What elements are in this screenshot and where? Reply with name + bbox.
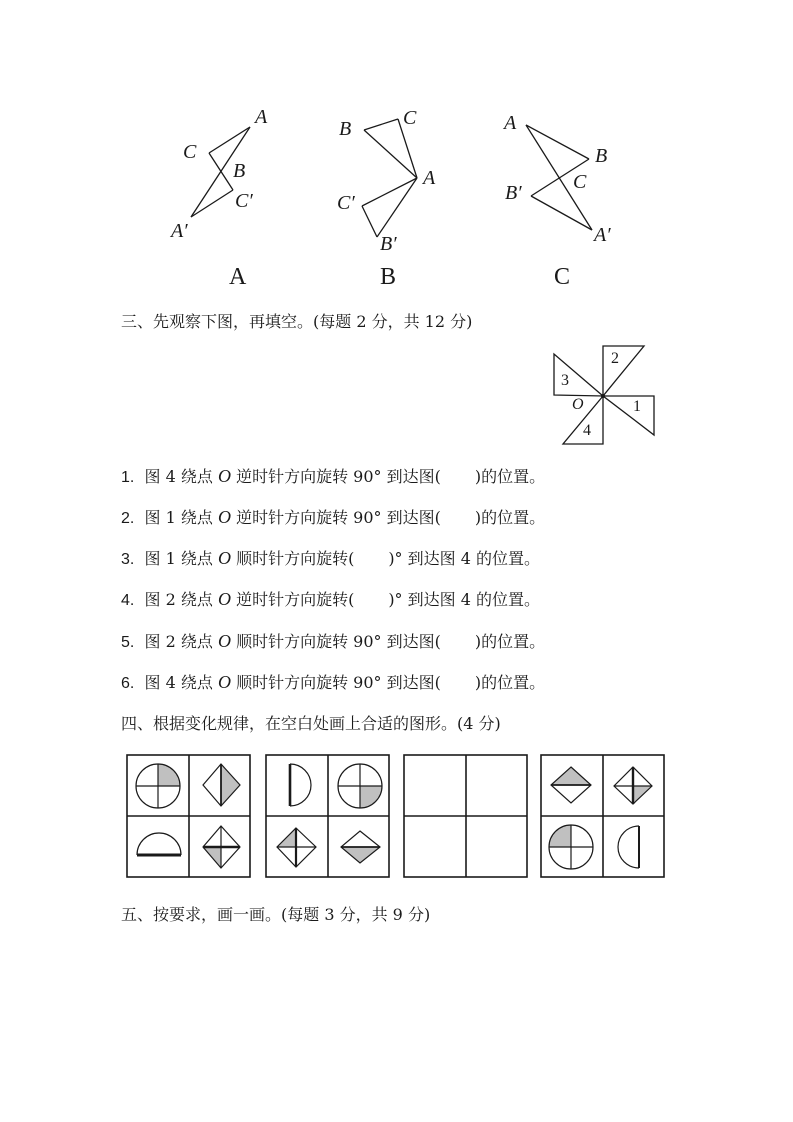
grid-3-blank <box>404 755 527 877</box>
grid-1 <box>127 755 250 877</box>
vertex-label: B′ <box>380 233 397 255</box>
option-label-c: C <box>554 264 571 290</box>
vertex-label: A′ <box>171 220 188 242</box>
grid-2 <box>266 755 389 877</box>
question-text: )° 到达图 4 的位置。 <box>388 549 540 568</box>
question-text: 图 4 绕点 <box>144 467 213 486</box>
question-text: 图 2 绕点 <box>144 590 213 609</box>
vertex-label: C <box>403 107 417 129</box>
vertex-label: C′ <box>235 190 253 212</box>
question-text: )的位置。 <box>474 673 546 692</box>
vertex-label: B <box>595 145 608 167</box>
option-label-b: B <box>380 264 397 290</box>
diamond-cross-shape <box>203 826 240 868</box>
pinwheel-label-4: 4 <box>583 422 591 439</box>
vertex-label: A <box>423 167 436 189</box>
question-number: 4. <box>121 592 135 609</box>
pinwheel-label-1: 1 <box>633 398 641 415</box>
circle-quadrant-shape <box>549 825 593 869</box>
question-text: )° 到达图 4 的位置。 <box>388 590 540 609</box>
option-label-a: A <box>229 264 247 290</box>
vertex-label: B′ <box>505 182 522 204</box>
question-text: 图 2 绕点 <box>144 632 213 651</box>
vertex-label: A <box>255 106 268 128</box>
vertex-label: C <box>183 141 197 163</box>
circle-quadrant-shape <box>338 764 382 808</box>
section3-heading: 三、先观察下图，再填空。(每题 2 分，共 12 分) <box>121 312 473 331</box>
semicircle-shape <box>137 833 181 855</box>
diamond-cross-shape <box>277 828 316 867</box>
pinwheel-center-label: O <box>572 396 584 413</box>
vertex-label: C′ <box>337 192 355 214</box>
question-number: 5. <box>121 634 135 651</box>
diamond-half-shape <box>551 767 591 803</box>
point-label: O <box>217 548 231 568</box>
vertex-label: A′ <box>594 224 611 246</box>
question-text: )的位置。 <box>474 632 546 651</box>
question-text: 逆时针方向旋转 90° 到达图( <box>236 467 441 486</box>
half-circle-left-shape <box>618 826 639 868</box>
point-label: O <box>217 507 231 527</box>
question-text: 逆时针方向旋转 90° 到达图( <box>236 508 441 527</box>
vertex-label: B <box>339 118 352 140</box>
question-text: 顺时针方向旋转 90° 到达图( <box>236 632 441 651</box>
circle-quadrant-shape <box>136 764 180 808</box>
question-text: 顺时针方向旋转( <box>236 549 355 568</box>
question-text: )的位置。 <box>474 467 546 486</box>
pinwheel-label-2: 2 <box>611 350 619 367</box>
section5-heading: 五、按要求，画一画。(每题 3 分，共 9 分) <box>121 905 431 924</box>
question-text: 逆时针方向旋转( <box>236 590 355 609</box>
diamond-cross-shape <box>614 767 652 804</box>
question-number: 6. <box>121 675 135 692</box>
pinwheel-label-3: 3 <box>561 372 569 389</box>
diamond-half-shape <box>341 831 380 863</box>
question-text: 顺时针方向旋转 90° 到达图( <box>236 673 441 692</box>
question-number: 2. <box>121 510 135 527</box>
point-label: O <box>217 631 231 651</box>
question-text: 图 1 绕点 <box>144 508 213 527</box>
question-number: 1. <box>121 469 135 486</box>
question-number: 3. <box>121 551 135 568</box>
point-label: O <box>217 466 231 486</box>
question-text: 图 4 绕点 <box>144 673 213 692</box>
section4-heading: 四、根据变化规律，在空白处画上合适的图形。(4 分) <box>121 714 501 733</box>
question-text: )的位置。 <box>474 508 546 527</box>
vertex-label: B <box>233 160 246 182</box>
point-label: O <box>217 672 231 692</box>
vertex-label: C <box>573 171 587 193</box>
grid-4 <box>541 755 664 877</box>
point-label: O <box>217 589 231 609</box>
diamond-half-shape <box>203 764 240 806</box>
question-text: 图 1 绕点 <box>144 549 213 568</box>
half-circle-right-shape <box>290 764 311 806</box>
vertex-label: A <box>504 112 517 134</box>
